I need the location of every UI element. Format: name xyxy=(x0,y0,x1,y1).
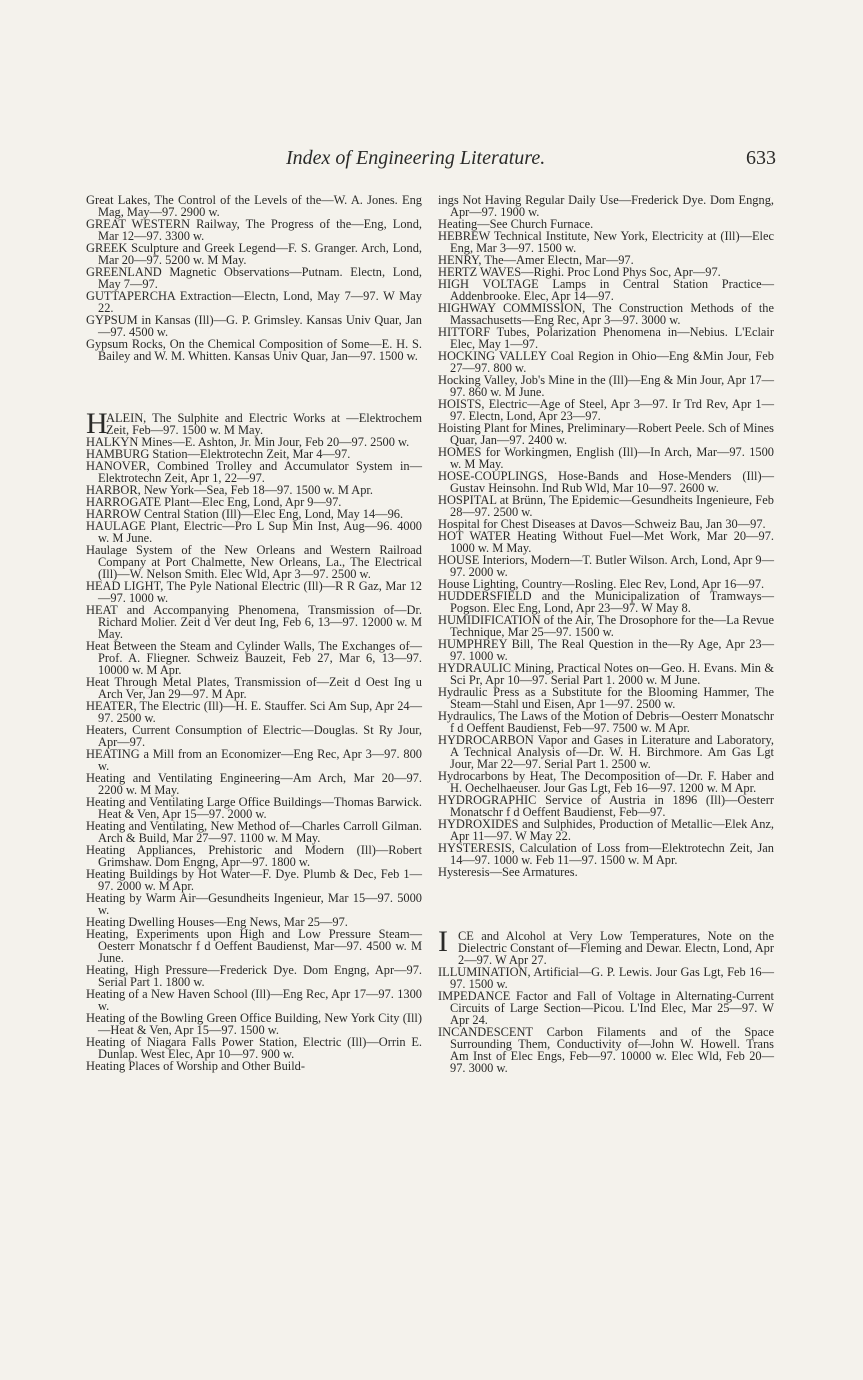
index-entry: HYSTERESIS, Calculation of Loss from—Elektrotechn Zeit, Jan 14—97. 1000 w. Feb 11—97. 1500 w. M Apr. xyxy=(438,841,774,867)
index-entry: HITTORF Tubes, Polarization Phenomena in—Nebius. L'Eclair Elec, May 1—97. xyxy=(438,325,774,351)
index-entry: Heating and Ventilating Large Office Buildings—Thomas Barwick. Heat & Ven, Apr 15—97. 2000 w. xyxy=(86,795,422,821)
index-entry: HERTZ WAVES—Righi. Proc Lond Phys Soc, Apr—97. xyxy=(438,265,721,279)
index-entry: HENRY, The—Amer Electn, Mar—97. xyxy=(438,253,634,267)
index-entry: HOCKING VALLEY Coal Region in Ohio—Eng &Min Jour, Feb 27—97. 800 w. xyxy=(438,349,774,375)
index-entry: HIGH VOLTAGE Lamps in Central Station Practice—Addenbrooke. Elec, Apr 14—97. xyxy=(438,277,774,303)
index-entry: Heating—See Church Furnace. xyxy=(438,217,594,231)
index-entry: HUMPHREY Bill, The Real Question in the—Ry Age, Apr 23—97. 1000 w. xyxy=(438,637,774,663)
index-entry: Heating of a New Haven School (Ill)—Eng Rec, Apr 17—97. 1300 w. xyxy=(86,987,422,1013)
index-entry: Heat Through Metal Plates, Transmission of—Zeit d Oest Ing u Arch Ver, Jan 29—97. M Apr. xyxy=(86,675,422,701)
entries-g-section xyxy=(86,194,422,362)
index-entry: HAMBURG Station—Elektrotechn Zeit, Mar 4—97. xyxy=(86,447,351,461)
index-entry: Gypsum Rocks, On the Chemical Composition of Some—E. H. S. Bailey and W. M. Whitten. Kansas Univ Quar, Jan—97. 1500 w. xyxy=(86,337,422,363)
index-entry: HEBREW Technical Institute, New York, Electricity at (Ill)—Elec Eng, Mar 3—97. 1500 w. xyxy=(438,229,774,255)
dropcap-h: H xyxy=(86,407,108,440)
index-entry: Heating Buildings by Hot Water—F. Dye. Plumb & Dec, Feb 1—97. 2000 w. M Apr. xyxy=(86,867,422,893)
dropcap-i: I xyxy=(438,925,448,958)
index-entry: HOMES for Workingmen, English (Ill)—In Arch, Mar—97. 1500 w. M May. xyxy=(438,445,774,471)
index-entry: Hospital for Chest Diseases at Davos—Schweiz Bau, Jan 30—97. xyxy=(438,517,766,531)
index-entry: Hydraulic Press as a Substitute for the Blooming Hammer, The Steam—Stahl und Eisen, Apr 1—97. 2500 w. xyxy=(438,685,774,711)
index-entry: HYDROGRAPHIC Service of Austria in 1896 (Ill)—Oesterr Monatschr f d Oeffent Baudienst, Feb—97. xyxy=(438,793,774,819)
index-entry: HIGHWAY COMMISSION, The Construction Methods of the Massachusetts—Eng Rec, Apr 3—97. 3000 w. xyxy=(438,301,774,327)
index-entry: IMPEDANCE Factor and Fall of Voltage in Alternating-Current Circuits of Large Section—Picou. L'Ind Elec, Mar 25—97. W Apr 24. xyxy=(438,989,774,1027)
index-entry: GREAT WESTERN Railway, The Progress of the—Eng, Lond, Mar 12—97. 3300 w. xyxy=(86,217,422,243)
index-entry: HYDRAULIC Mining, Practical Notes on—Geo. H. Evans. Min & Sci Pr, Apr 10—97. Serial Part 1. 2000 w. M June. xyxy=(438,661,774,687)
i-section-first-entry xyxy=(438,925,774,967)
index-entry: HEAT and Accompanying Phenomena, Transmission of—Dr. Richard Molier. Zeit d Ver deut Ing, Feb 6, 13—97. 12000 w. M May. xyxy=(86,603,422,641)
section-spacer xyxy=(438,878,774,930)
index-entry: Heating of Niagara Falls Power Station, Electric (Ill)—Orrin E. Dunlap. West Elec, Apr 10—97. 900 w. xyxy=(86,1035,422,1061)
left-column xyxy=(86,194,422,1072)
index-entry: Great Lakes, The Control of the Levels of the—W. A. Jones. Eng Mag, May—97. 2900 w. xyxy=(86,193,422,219)
index-entry: HOSE-COUPLINGS, Hose-Bands and Hose-Menders (Ill)—Gustav Heinsohn. Ind Rub Wld, Mar 10—97. 2600 w. xyxy=(438,469,774,495)
index-entry: INCANDESCENT Carbon Filaments and of the Space Surrounding Them, Conductivity of—John W. Howell. Trans Am Inst of Elec Engs, Feb—97. 10000 w. Elec Wld, Feb 20—97. 3000 w. xyxy=(438,1025,774,1075)
index-entry: HEATER, The Electric (Ill)—H. E. Stauffer. Sci Am Sup, Apr 24—97. 2500 w. xyxy=(86,699,422,725)
h-section-first-entry xyxy=(86,407,422,440)
index-entry: ILLUMINATION, Artificial—G. P. Lewis. Jour Gas Lgt, Feb 16—97. 1500 w. xyxy=(438,965,774,991)
index-entry: ings Not Having Regular Daily Use—Frederick Dye. Dom Engng, Apr—97. 1900 w. xyxy=(438,193,774,219)
index-entry: HANOVER, Combined Trolley and Accumulator System in—Elektrotechn Zeit, Apr 1, 22—97. xyxy=(86,459,422,485)
index-entry: Hydraulics, The Laws of the Motion of Debris—Oesterr Monatschr f d Oeffent Baudienst, Feb—97. 7500 w. M Apr. xyxy=(438,709,774,735)
index-entry: Heating and Ventilating, New Method of—Charles Carroll Gilman. Arch & Build, Mar 27—97. 1100 w. M May. xyxy=(86,819,422,845)
index-entry: HUMIDIFICATION of the Air, The Drosophore for the—La Revue Technique, Mar 25—97. 1500 w. xyxy=(438,613,774,639)
entries-h-section xyxy=(86,436,422,1072)
index-entry: HOT WATER Heating Without Fuel—Met Work, Mar 20—97. 1000 w. M May. xyxy=(438,529,774,555)
index-entry: HARROGATE Plant—Elec Eng, Lond, Apr 9—97. xyxy=(86,495,342,509)
index-entry: HOUSE Interiors, Modern—T. Butler Wilson. Arch, Lond, Apr 9—97. 2000 w. xyxy=(438,553,774,579)
index-entry: Heating Dwelling Houses—Eng News, Mar 25—97. xyxy=(86,915,348,929)
index-entry: HEAD LIGHT, The Pyle National Electric (Ill)—R R Gaz, Mar 12—97. 1000 w. xyxy=(86,579,422,605)
index-entry: Heaters, Current Consumption of Electric—Douglas. St Ry Jour, Apr—97. xyxy=(86,723,422,749)
section-spacer xyxy=(86,362,422,412)
i-first-entry-text: CE and Alcohol at Very Low Temperatures, Note on the Dielectric Constant of—Fleming and Dewar. Electn, Lond, Apr 2—97. W Apr 27. xyxy=(458,929,774,967)
index-entry: GREENLAND Magnetic Observations—Putnam. Electn, Lond, May 7—97. xyxy=(86,265,422,291)
index-entry: Hocking Valley, Job's Mine in the (Ill)—Eng & Min Jour, Apr 17—97. 860 w. M June. xyxy=(438,373,774,399)
right-column xyxy=(438,194,774,1074)
index-entry: HUDDERSFIELD and the Municipalization of Tramways—Pogson. Elec Eng, Lond, Apr 23—97. W May 8. xyxy=(438,589,774,615)
index-entry: Heating by Warm Air—Gesundheits Ingenieur, Mar 15—97. 5000 w. xyxy=(86,891,422,917)
index-entry: Heating Appliances, Prehistoric and Modern (Ill)—Robert Grimshaw. Dom Engng, Apr—97. 1800 w. xyxy=(86,843,422,869)
index-entry: HARBOR, New York—Sea, Feb 18—97. 1500 w. M Apr. xyxy=(86,483,373,497)
index-entry: HAULAGE Plant, Electric—Pro L Sup Min Inst, Aug—96. 4000 w. M June. xyxy=(86,519,422,545)
page-header xyxy=(86,145,776,173)
h-first-entry-text: ALEIN, The Sulphite and Electric Works at —Elektrochem Zeit, Feb—97. 1500 w. M May. xyxy=(106,411,422,437)
index-entry: GYPSUM in Kansas (Ill)—G. P. Grimsley. Kansas Univ Quar, Jan—97. 4500 w. xyxy=(86,313,422,339)
index-entry: HEATING a Mill from an Economizer—Eng Rec, Apr 3—97. 800 w. xyxy=(86,747,422,773)
index-entry: GUTTAPERCHA Extraction—Electn, Lond, May 7—97. W May 22. xyxy=(86,289,422,315)
index-entry: HYDROXIDES and Sulphides, Production of Metallic—Elek Anz, Apr 11—97. W May 22. xyxy=(438,817,774,843)
index-entry: Hysteresis—See Armatures. xyxy=(438,865,578,879)
index-entry: Heating of the Bowling Green Office Building, New York City (Ill)—Heat & Ven, Apr 15—97. 1500 w. xyxy=(86,1011,422,1037)
index-entry: HOSPITAL at Brünn, The Epidemic—Gesundheits Ingenieure, Feb 28—97. 2500 w. xyxy=(438,493,774,519)
index-entry: House Lighting, Country—Rosling. Elec Rev, Lond, Apr 16—97. xyxy=(438,577,765,591)
index-entry: Hoisting Plant for Mines, Preliminary—Robert Peele. Sch of Mines Quar, Jan—97. 2400 w. xyxy=(438,421,774,447)
page-number: 633 xyxy=(746,147,776,169)
entries-i-section xyxy=(438,966,774,1074)
index-entry: Heating, High Pressure—Frederick Dye. Dom Engng, Apr—97. Serial Part 1. 1800 w. xyxy=(86,963,422,989)
index-entry: HOISTS, Electric—Age of Steel, Apr 3—97. Ir Trd Rev, Apr 1—97. Electn, Lond, Apr 23—97. xyxy=(438,397,774,423)
index-entry: GREEK Sculpture and Greek Legend—F. S. Granger. Arch, Lond, Mar 20—97. 5200 w. M May. xyxy=(86,241,422,267)
index-entry: Heating, Experiments upon High and Low Pressure Steam—Oesterr Monatschr f d Oeffent Baudienst, Mar—97. 4500 w. M June. xyxy=(86,927,422,965)
index-entry: Hydrocarbons by Heat, The Decomposition of—Dr. F. Haber and H. Oechelhaeuser. Jour Gas Lgt, Feb 16—97. 1200 w. M Apr. xyxy=(438,769,774,795)
entries-h-continued xyxy=(438,194,774,878)
index-entry: HALKYN Mines—E. Ashton, Jr. Min Jour, Feb 20—97. 2500 w. xyxy=(86,435,410,449)
index-entry: Heat Between the Steam and Cylinder Walls, The Exchanges of—Prof. A. Fliegner. Schweiz Bauzeit, Feb 27, Mar 6, 13—97. 10000 w. M Apr. xyxy=(86,639,422,677)
index-entry: Heating and Ventilating Engineering—Am Arch, Mar 20—97. 2200 w. M May. xyxy=(86,771,422,797)
running-title: Index of Engineering Literature. xyxy=(286,147,546,169)
index-entry: HYDROCARBON Vapor and Gases in Literature and Laboratory, A Technical Analysis of—Dr. W. H. Birchmore. Am Gas Lgt Jour, Mar 22—97. Serial Part 1. 2500 w. xyxy=(438,733,774,771)
index-entry: Haulage System of the New Orleans and Western Railroad Company at Port Chalmette, New Orleans, La., The Electrical (Ill)—W. Nelson Smith. Elec Wld, Apr 3—97. 2500 w. xyxy=(86,543,422,581)
index-entry: HARROW Central Station (Ill)—Elec Eng, Lond, May 14—96. xyxy=(86,507,404,521)
index-entry: Heating Places of Worship and Other Build- xyxy=(86,1059,306,1073)
